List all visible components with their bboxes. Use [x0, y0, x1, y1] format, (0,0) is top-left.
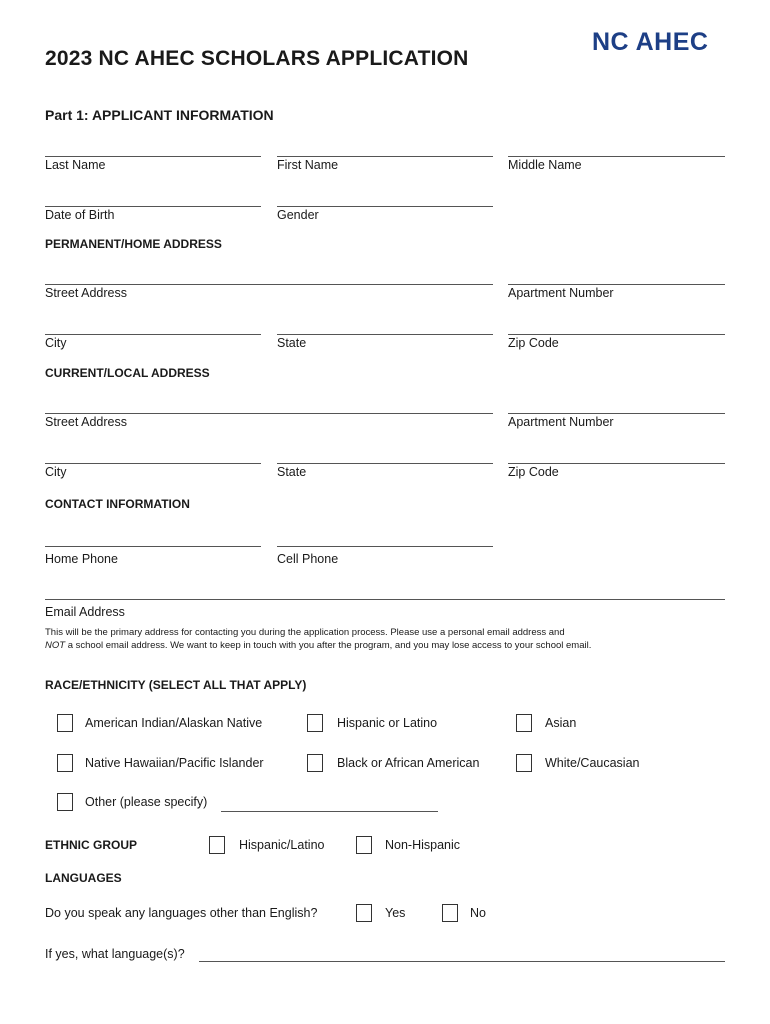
- permanent-street-label: Street Address: [45, 286, 127, 300]
- languages-no-checkbox[interactable]: [442, 904, 458, 922]
- current-street-field[interactable]: [45, 413, 493, 414]
- permanent-state-label: State: [277, 336, 307, 350]
- last-name-field[interactable]: [45, 156, 261, 157]
- race-option-other: Other (please specify): [85, 795, 208, 809]
- cell-phone-label: Cell Phone: [277, 552, 339, 566]
- languages-heading: LANGUAGES: [45, 871, 122, 885]
- race-option-asian: Asian: [545, 716, 577, 730]
- ethnic-group-heading: ETHNIC GROUP: [45, 838, 138, 852]
- permanent-city-label: City: [45, 336, 67, 350]
- race-checkbox-black[interactable]: [307, 754, 323, 772]
- race-checkbox-american-indian[interactable]: [57, 714, 73, 732]
- languages-no-label: No: [470, 906, 486, 920]
- ethnic-checkbox-hispanic[interactable]: [209, 836, 225, 854]
- race-option-hispanic: Hispanic or Latino: [337, 716, 438, 730]
- permanent-apt-field[interactable]: [508, 284, 725, 285]
- email-field[interactable]: [45, 599, 725, 600]
- first-name-field[interactable]: [277, 156, 493, 157]
- race-other-specify-field[interactable]: [221, 811, 438, 812]
- permanent-street-field[interactable]: [45, 284, 493, 285]
- race-option-black: Black or African American: [337, 756, 480, 770]
- current-apt-field[interactable]: [508, 413, 725, 414]
- race-checkbox-other[interactable]: [57, 793, 73, 811]
- gender-label: Gender: [277, 208, 319, 222]
- current-state-field[interactable]: [277, 463, 493, 464]
- middle-name-field[interactable]: [508, 156, 725, 157]
- current-city-field[interactable]: [45, 463, 261, 464]
- email-note: [45, 627, 591, 652]
- ethnic-checkbox-non-hispanic[interactable]: [356, 836, 372, 854]
- permanent-city-field[interactable]: [45, 334, 261, 335]
- current-apt-label: Apartment Number: [508, 415, 614, 429]
- current-street-label: Street Address: [45, 415, 127, 429]
- languages-followup-field[interactable]: [199, 961, 725, 962]
- home-phone-label: Home Phone: [45, 552, 118, 566]
- page-title: 2023 NC AHEC SCHOLARS APPLICATION: [45, 47, 469, 70]
- gender-field[interactable]: [277, 206, 493, 207]
- current-city-label: City: [45, 465, 67, 479]
- languages-followup-label: If yes, what language(s)?: [45, 947, 185, 961]
- permanent-zip-label: Zip Code: [508, 336, 559, 350]
- race-checkbox-asian[interactable]: [516, 714, 532, 732]
- permanent-state-field[interactable]: [277, 334, 493, 335]
- languages-question: Do you speak any languages other than English?: [45, 906, 318, 920]
- permanent-zip-field[interactable]: [508, 334, 725, 335]
- current-state-label: State: [277, 465, 307, 479]
- part1-heading: Part 1: APPLICANT INFORMATION: [45, 107, 274, 123]
- race-option-american-indian: American Indian/Alaskan Native: [85, 716, 263, 730]
- race-option-white: White/Caucasian: [545, 756, 640, 770]
- ethnic-option-non-hispanic: Non-Hispanic: [385, 838, 461, 852]
- race-checkbox-white[interactable]: [516, 754, 532, 772]
- current-address-heading: CURRENT/LOCAL ADDRESS: [45, 366, 210, 380]
- dob-label: Date of Birth: [45, 208, 115, 222]
- race-checkbox-hispanic[interactable]: [307, 714, 323, 732]
- email-label: Email Address: [45, 605, 125, 619]
- last-name-label: Last Name: [45, 158, 106, 172]
- permanent-apt-label: Apartment Number: [508, 286, 614, 300]
- contact-heading: CONTACT INFORMATION: [45, 497, 190, 511]
- email-note-not: NOT: [45, 639, 66, 651]
- race-checkbox-native-hawaiian[interactable]: [57, 754, 73, 772]
- email-note-line2: [45, 640, 591, 653]
- cell-phone-field[interactable]: [277, 546, 493, 547]
- dob-field[interactable]: [45, 206, 261, 207]
- race-option-native-hawaiian: Native Hawaiian/Pacific Islander: [85, 756, 264, 770]
- ethnic-option-hispanic: Hispanic/Latino: [239, 838, 325, 852]
- first-name-label: First Name: [277, 158, 339, 172]
- race-heading: RACE/ETHNICITY (SELECT ALL THAT APPLY): [45, 678, 307, 692]
- middle-name-label: Middle Name: [508, 158, 582, 172]
- email-note-line2-rest: a school email address. We want to keep in touch with you after the program, and you may lose access to your school email.: [65, 639, 592, 651]
- languages-yes-label: Yes: [385, 906, 406, 920]
- home-phone-field[interactable]: [45, 546, 261, 547]
- nc-ahec-logo: NC AHEC: [592, 28, 709, 56]
- email-note-line1: This will be the primary address for contacting you during the application process. Please use a personal email address and: [45, 627, 565, 638]
- current-zip-label: Zip Code: [508, 465, 559, 479]
- current-zip-field[interactable]: [508, 463, 725, 464]
- permanent-address-heading: PERMANENT/HOME ADDRESS: [45, 237, 222, 251]
- languages-yes-checkbox[interactable]: [356, 904, 372, 922]
